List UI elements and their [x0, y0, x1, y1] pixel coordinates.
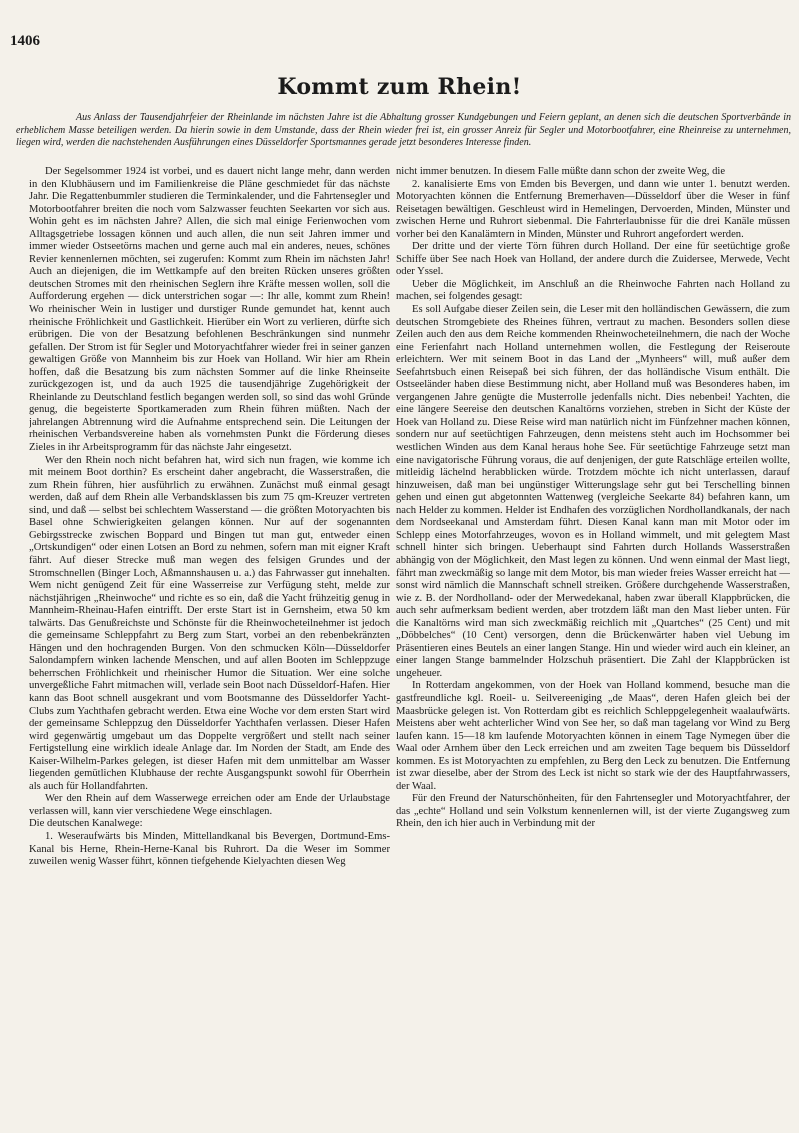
- paragraph: Wer den Rhein noch nicht befahren hat, wird sich nun fragen, wie komme ich mit meinem Boot dorthin? Es erscheint daher angebracht, die Wasserstraßen, die zum Rhein führen, hier ausführlich zu erwähnen. Zunächst muß einmal gesagt werden, daß auf dem Rhein alle Verbandsklassen bis zum 75 qm-Kreuzer vertreten sind, und daß — selbst bei schlechtem Wasserstand — die größten Motoryachten bis Basel ohne Schwierigkeiten gelangen können. Nur auf der sogenannten Gebirgsstrecke zwischen Boppard und Bingen tut man gut, entweder einen „Ortskundigen“ oder einen Lotsen an Bord zu nehmen, sofern man mit eigner Kraft fährt. Auf dieser Strecke muß man wegen des felsigen Grundes und der Stromschnellen (Binger Loch, Aßmannshausen u. a.) das Fahrwasser gut innehalten. Wem nicht genügend Zeit für eine Wasserreise zur Verfügung steht, melde zur nächstjährigen „Rheinwoche“ und richte es so ein, daß die Yacht frühzeitig genug in Mannheim-Rheinau-Hafen eintrifft. Der erste Start ist in Gernsheim, etwa 50 km talwärts. Das Genußreichste und Schönste für die Rheinwocheteilnehmer ist jedoch die gemeinsame Schleppfahrt zu Berg zum Start, vorbei an den rebenbekränzten Hängen und den hochragenden Burgen. Von den schmucken Köln—Düsseldorfer Salondampfern winken lachende Menschen, und auf allen Booten im Schleppzuge beherrschen Fröhlichkeit und rheinischer Humor die Situation. Wer eine solche unvergeßliche Fahrt mitmachen will, verlade sein Boot nach Düsseldorf-Hafen. Hier kann das Boot schnell ausgekrant und vom Bootsmanne des Düsseldorfer Yacht-Clubs zum Yachthafen gebracht werden. Etwa eine Woche vor dem ersten Start wird der gemeinsame Schleppzug den Düsseldorfer Yachthafen verlassen. Dieser Hafen wird gegenwärtig umgebaut um das Doppelte vergrößert und stellt nach seiner Fertigstellung eine wirklich ideale Anlage dar. Im Norden der Stadt, am Ende des Kaiser-Wilhelm-Parkes gelegen, ist dieser Hafen mit dem unmittelbar am Wasser liegenden gemütlichen Klubhause der rechte Ausgangspunkt sowohl für Oberrhein als auch für Hollandfahrten.: [29, 454, 390, 792]
- paragraph: In Rotterdam angekommen, von der Hoek van Holland kommend, besuche man die gastfreundliche kgl. Roeil- u. Seilvereeniging „de Maas“, deren Hafen gleich bei der Maasbrücke gelegen ist. Von Rotterdam gibt es reichlich Schleppgelegenheit waalaufwärts. Meistens aber weht achterlicher Wind von See her, so daß man tagelang vor Wind zu Berg laufen kann. 15—18 km laufende Motoryachten können in einem Tage Nymegen über die Waal oder Arnhem über den Leck erreichen und am zweiten Tage bequem bis Düsseldorf kommen. Es ist Motoryachten zu empfehlen, zu Berg den Leck zu benutzen. Die Entfernung ist zwar dieselbe, aber der Strom des Leck ist nicht so stark wie der des Hauptfahrwassers, der Waal.: [396, 680, 790, 792]
- paragraph: Ueber die Möglichkeit, im Anschluß an die Rheinwoche Fahrten nach Holland zu machen, sei folgendes gesagt:: [396, 278, 790, 303]
- paragraph: Wer den Rhein auf dem Wasserwege erreichen oder am Ende der Urlaubstage verlassen will, kann vier verschiedene Wege einschlagen.: [29, 793, 390, 817]
- left-column: [29, 166, 390, 1101]
- article-title: Kommt zum Rhein!: [277, 74, 522, 100]
- paragraph: Die deutschen Kanalwege:: [29, 818, 143, 830]
- article-intro: Aus Anlass der Tausendjahrfeier der Rheinlande im nächsten Jahre ist die Abhaltung grosser Kundgebungen und Feiern geplant, an denen sich die deutschen Sportverbände in erheblichem Masse beteiligen werden. Da hierin sowie in dem Umstande, dass der Rhein wieder frei ist, ein grosser Anreiz für Segler und Motorbootfahrer, eine Rheinreise zu unternehmen, liegen wird, werden die nachstehenden Ausführungen eines Düsseldorfer Sportsmannes gerade jetzt besonderes Interesse finden.: [16, 112, 791, 148]
- right-column: [396, 166, 790, 1101]
- paragraph: Es soll Aufgabe dieser Zeilen sein, die Leser mit den holländischen Gewässern, die zum deutschen Stromgebiete des Rheines führen, vertraut zu machen. Besonders sollen diese Zeilen auch den aus dem Reiche kommenden Rheinwocheteilnehmern, die nach der Woche eine Ferienfahrt nach Holland unternehmen wollen, die Festlegung der Reiseroute erleichtern. Wer mit seinem Boot in das Land der „Mynheers“ will, muß außer dem Seefahrtsbuch einen Reisepaß bei sich führen, der das holländische Visum enthält. Die Ostseeländer haben diese Bestimmung nicht, aber Holland muß was Besonderes haben, im vergangenen Jahre genügte die Musterrolle jedenfalls nicht. Dies nebenbei! Yachten, die eine längere Seereise den deutschen Kanaltörns vorziehen, streben in Sicht der Küste der Hoek van Holland zu. Diese Reise wird man natürlich nicht im Fünfzehner machen können, sondern nur auf seetüchtigen Fahrzeugen, denn meistens steht auch im Hochsommer bei westlichen Winden aus dem Kanal heraus hohe See. Für seetüchtige Fahrzeuge setzt man eine navigatorische Führung voraus, die auf denjenigen, der gute Ratschläge erteilen wollte, mitleidig lächelnd herabblicken würde. Trotzdem möchte ich nicht unterlassen, darauf hinzuweisen, daß man bei ungünstiger Witterungslage sehr gut bei Terschelling binnen gehen und einen gut abgetonnten Wattenweg (vergleiche Seekarte 84) befahren kann, um nach Helder zu kommen. Helder ist Endhafen des vorzüglichen Nordhollandkanals, der nach dem Nordseekanal und Amsterdam führt. Diesen Kanal kann man mit Motor oder im Schlepp eines Motorfahrzeuges, wovon es in Holland wimmelt, und mit gelegtem Mast schnell hinter sich bringen. Ueberhaupt sind Fahrten durch Hollands Wasserstraßen abhängig von der Möglichkeit, den Mast legen zu können. Und wenn einmal der Mast liegt, fährt man zweckmäßig so lange mit dem Motor, bis man wieder freies Wasser erreicht hat — sonst wird nämlich die Mannschaft schnell streiken. Größere durchgehende Wasserstraßen, wie z. B. der Nordholland- oder der Merwedekanal, haben zwar überall Klappbrücken, die auch sehr aufmerksam bedient werden, aber trotzdem läßt man den Mast lieber unten. Für die Kanaltörns wird man sich zweckmäßig reichlich mit „Quartches“ (25 Cent) und mit „Döbbelches“ (10 Cent) versorgen, denn die Brückenwärter haben viel Uebung im Präsentieren eines Beutels an einer langen Stange. Hin und wieder wird auch ein kleiner, an einer langen Stange bammelnder Holzschuh präsentiert. Die Zahl der Klappbrücken ist ungeheuer.: [396, 304, 790, 679]
- paragraph: 1. Weseraufwärts bis Minden, Mittellandkanal bis Bevergen, Dortmund-Ems-Kanal bis Herne, Rhein-Herne-Kanal bis Ruhrort. Da die Weser im Sommer zuweilen wenig Wasser führt, können tiefgehende Kielyachten diesen Weg: [29, 830, 390, 868]
- page-number: 1406: [10, 33, 40, 49]
- paragraph: Der Segelsommer 1924 ist vorbei, und es dauert nicht lange mehr, dann werden in den Klubhäusern und im Familienkreise die Pläne geschmiedet für das nächste Jahr. Die Regattenbummler studieren die Terminkalender, und die Fahrtensegler und Motorbootfahrer breiten die noch vom Salzwasser feuchten Seekarten vor sich aus. Wohin geht es im nächsten Jahre? Allen, die sich mal einige Ferienwochen vom Alltagsgetriebe lossagen können und auch allen, die nun seit Jahren immer und immer wieder Ostseetörns machen und gerne auch mal ein anderes, neues, schönes Revier kennenlernen möchten, sei zugerufen: Kommt zum Rhein im nächsten Jahr! Auch an diejenigen, die im Wettkampfe auf den breiten Rücken unseres größten deutschen Stromes mit den rheinischen Seglern ihre Kräfte messen wollen, soll die Aufforderung ergehen — dick unterstrichen sogar —: Ihr alle, kommt zum Rhein! Wo rheinischer Wein in lustiger und durstiger Runde gemundet hat, kennt auch rheinische Fröhlichkeit und Gastlichkeit. Hierüber ein Wort zu verlieren, dürfte sich erübrigen. Die von der Besatzung befohlenen Beschränkungen sind nunmehr gefallen. Der Strom ist für Segler und Motoryachtfahrer wieder frei in seiner ganzen gewaltigen Größe von Mannheim bis zur Hoek van Holland. Wir hier am Rhein hoffen, daß die Besatzung bis zum nächsten Sommer auf die linke Rheinseite zurückgezogen ist, und da auch 1925 die tausendjährige Zugehörigkeit der Rheinlande zu Deutschland festlich begangen werden soll, so sind das wohl Gründe genug, die begeisterte Sportkameraden zum Rhein führen müßten. Nach der jahrelangen Abtrennung wird die Aufnahme entsprechend sein. Die Leitungen der rheinischen Verbandsvereine haben als vornehmsten Punkt die Förderung dieses Zieles in ihr Arbeitsprogramm für das nächste Jahr eingesetzt.: [29, 166, 390, 454]
- paragraph: Für den Freund der Naturschönheiten, für den Fahrtensegler und Motoryachtfahrer, der das „echte“ Holland und sein Volkstum kennenlernen will, ist der vierte Zugangsweg zum Rhein, den ich hier auch in Verbindung mit der: [396, 793, 790, 830]
- paragraph: nicht immer benutzen. In diesem Falle müßte dann schon der zweite Weg, die: [396, 166, 726, 177]
- paragraph: 2. kanalisierte Ems von Emden bis Bevergen, und dann wie unter 1. benutzt werden. Motoryachten können die Entfernung Bremerhaven—Düsseldorf über die Weser in fünf Reisetagen bewältigen. Geschleust wird in Hemelingen, Dervoerden, Minden, Münster und zwischen Herne und Ruhrort siebenmal. Die Fahrterlaubnisse für die drei Kanäle müssen vorher bei den Kanalämtern in Minden, Münster und Ruhrort angefordert werden.: [396, 178, 790, 240]
- paragraph: Der dritte und der vierte Törn führen durch Holland. Der eine für seetüchtige große Schiffe über See nach Hoek van Holland, der andere durch die Zuidersee, Merwede, Vecht oder Yssel.: [396, 241, 790, 278]
